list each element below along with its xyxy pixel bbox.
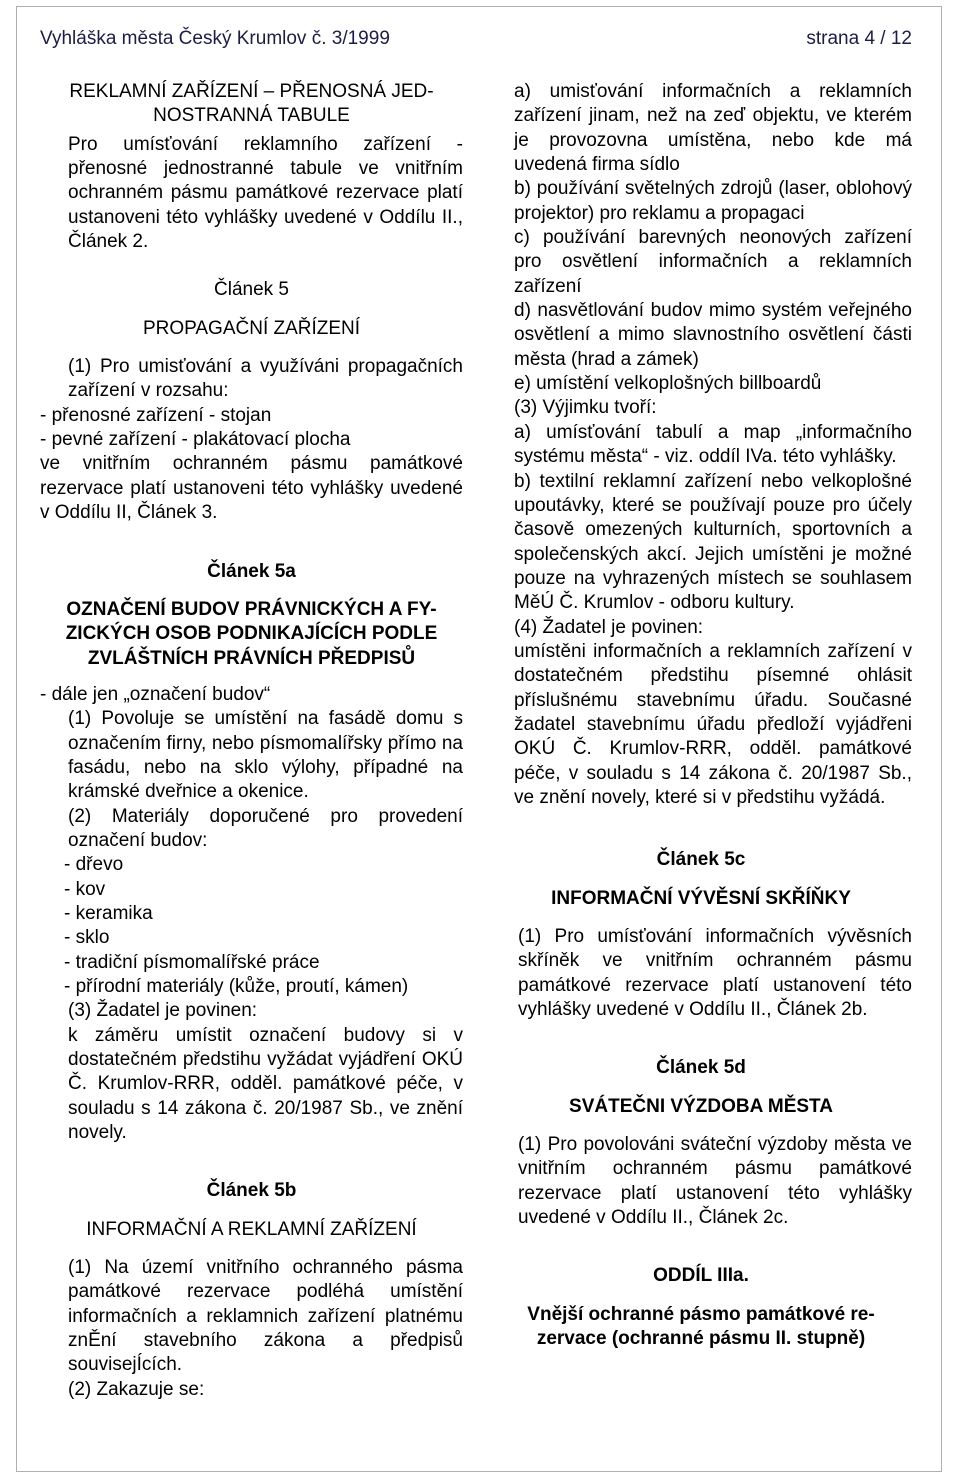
section-iiia-subtitle-line1: Vnější ochranné pásmo památkové re- xyxy=(527,1303,875,1325)
section-iiia-title: ODDÍL IIIa. xyxy=(653,1265,749,1287)
article-5c-subtitle: INFORMAČNÍ VÝVĚSNÍ SKŘÍŇKY xyxy=(551,887,851,909)
article-5c-title: Článek 5c xyxy=(656,849,746,871)
prohibition-item-c: c) používání barevných neonových zařízení pro osvětlení informačních a reklamních zařízení xyxy=(514,227,912,297)
prohibition-item-d: d) nasvětlování budov mimo systém veřejného osvětlení a mimo slavnostního osvětlení části města (hrad a zámek) xyxy=(514,300,912,370)
article-5b-paragraph-3: (3) Výjimku tvoří: xyxy=(514,397,657,419)
material-item: - sklo xyxy=(64,927,110,949)
article-5-subtitle: PROPAGAČNÍ ZAŘÍZENÍ xyxy=(142,317,361,339)
article-5a-subtitle-line3: ZVLÁŠTNÍCH PRÁVNÍCH PŘEDPISŮ xyxy=(87,647,416,669)
article-5a-paragraph-3: (3) Žadatel je povinen: xyxy=(68,1000,258,1022)
article-5b-paragraph-1: (1) Na území vnitřního ochranného pásma památkové rezervace podléhá umístění informačních a reklamnich zařízení platnému znĚní stavebního zákona a předpisů souvisejÍcích. xyxy=(68,1257,463,1376)
exception-item-b: b) textilní reklamní zařízení nebo velkoplošné upoutávky, které se používají pouze pro účely časově omezených kulturních, sportovních a společenských akcí. Jejich umístěni je možné pouze na vyhrazených místech se souhlasem MěÚ Č. Krumlov - odboru kultury. xyxy=(514,470,912,614)
heading-reklamni-zarizeni-line1: REKLAMNÍ ZAŘÍZENÍ – PŘENOSNÁ JED- xyxy=(69,81,434,102)
article-5b-paragraph-4: (4) Žadatel je povinen: xyxy=(514,616,704,638)
material-item: - přírodní materiály (kůže, proutí, kámen) xyxy=(64,976,409,997)
left-column xyxy=(40,80,463,1402)
article-5b-paragraph-4-text: umístěni informačních a reklamních zařízení v dostatečném předstihu písemné ohlásit příslušnému stavebnímu úřadu. Současné žadatel stavebnímu úřadu předloží vyjádřeni OKÚ Č. Krumlov-RRR, odděl. památkové péče, v souladu s 14 zákona č. 20/1987 Sb., ve znění novely, které si v předstihu vyžádá. xyxy=(514,640,912,808)
article-5a-note: - dále jen „označení budov“ xyxy=(40,683,271,705)
article-5b-paragraph-2: (2) Zakazuje se: xyxy=(68,1378,205,1400)
article-5a-paragraph-2: (2) Materiály doporučené pro provedení označení budov: xyxy=(68,805,463,851)
article-5b-title: Článek 5b xyxy=(206,1180,297,1202)
article-5-paragraph-1: (1) Pro umisťování a využíváni propagačních zařízení v rozsahu: xyxy=(68,356,463,402)
exception-item-a: a) umísťování tabulí a map „informačního systému města“ - viz. oddíl IVa. této vyhlášky. xyxy=(514,421,912,468)
header-page-number: strana 4 / 12 xyxy=(806,28,912,49)
article-5-item-2: - pevné zařízení - plakátovací plocha xyxy=(40,429,351,451)
right-column xyxy=(490,80,912,1351)
prohibition-item-e: e) umístění velkoplošných billboardů xyxy=(514,373,822,395)
article-5a-title: Článek 5a xyxy=(207,560,296,582)
article-5d-subtitle: SVÁTEČNI VÝZDOBA MĚSTA xyxy=(569,1095,833,1117)
heading-reklamni-zarizeni-line2: NOSTRANNÁ TABULE xyxy=(153,105,350,127)
prohibition-item-a: a) umisťování informačních a reklamních zařízení jinam, než na zeď objektu, ve kterém je provozovna umístěna, nebo kde má uvedená firma sídlo xyxy=(514,81,912,176)
section-iiia-subtitle-line2: zervace (ochranné pásmu II. stupně) xyxy=(536,1328,866,1350)
material-item: - kov xyxy=(64,878,106,900)
article-5a-subtitle-line2: ZICKÝCH OSOB PODNIKAJÍCÍCH PODLE xyxy=(65,623,438,645)
article-5-paragraph-2: ve vnitřním ochranném pásmu památkové rezervace platí ustanoveni této vyhlášky uvedené v Oddílu II, Článek 3. xyxy=(40,453,463,524)
article-5b-subtitle: INFORMAČNÍ A REKLAMNÍ ZAŘÍZENÍ xyxy=(86,1218,417,1240)
material-item: - keramika xyxy=(64,902,153,924)
article-5a-paragraph-3-text: k záměru umístit označení budovy si v dostatečném předstihu vyžádat vyjádření OKÚ Č. Krumlov-RRR, odděl. památkové péče, v souladu s 14 zákona č. 20/1987 Sb., ve znění novely. xyxy=(68,1024,463,1144)
article-5a-paragraph-1: (1) Povoluje se umístění na fasádě domu s označením firny, nebo písmomalířsky přímo na fasádu, nebo na sklo výlohy, případné na krámské dveřnice a okenice. xyxy=(68,708,463,803)
article-5-item-1: - přenosné zařízení - stojan xyxy=(40,404,272,426)
material-item: - tradiční písmomalířské práce xyxy=(64,951,320,973)
article-5d-title: Článek 5d xyxy=(656,1057,746,1079)
article-5d-paragraph-1: (1) Pro povolováni sváteční výzdoby města ve vnitřním ochranném pásmu památkové rezervace platí ustanovení této vyhlášky uvedené v Oddílu II., Článek 2c. xyxy=(518,1134,912,1229)
article-5-title: Článek 5 xyxy=(214,279,289,301)
prohibition-item-b: b) používání světelných zdrojů (laser, oblohový projektor) pro reklamu a propagaci xyxy=(514,178,912,224)
article-5a-subtitle-line1: OZNAČENÍ BUDOV PRÁVNICKÝCH A FY- xyxy=(66,598,437,620)
header-document-title: Vyhláška města Český Krumlov č. 3/1999 xyxy=(40,28,390,49)
article-5c-paragraph-1: (1) Pro umísťování informačních vývěsních skříněk ve vnitřním ochranném pásmu památkové rezervace platí ustanovení této vyhlášky uvedené v Oddílu II., Článek 2b. xyxy=(518,926,912,1021)
material-item: - dřevo xyxy=(64,854,124,876)
reklamni-zarizeni-text: Pro umísťování reklamního zařízení - přenosné jednostranné tabule ve vnitřním ochranném pásmu památkové rezervace platí ustanoveni této vyhlášky uvedené v Oddílu II., Článek 2. xyxy=(68,133,463,253)
